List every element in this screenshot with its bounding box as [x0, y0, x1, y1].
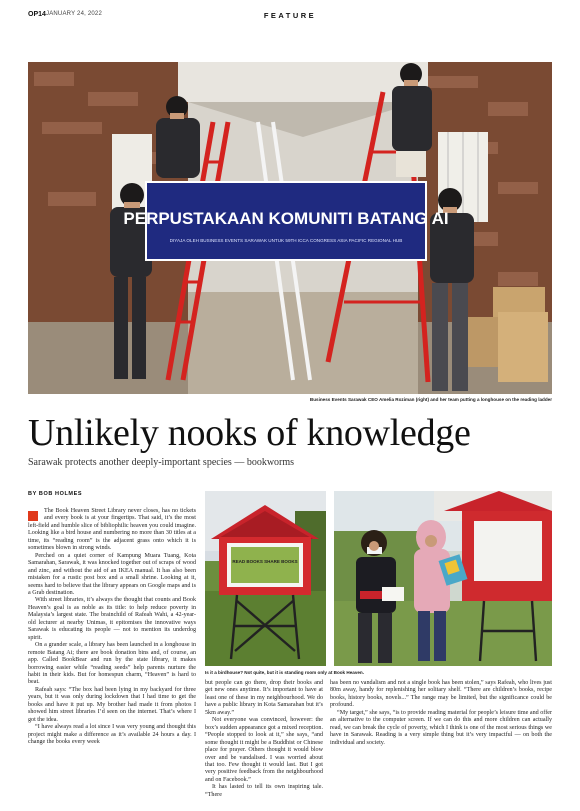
byline: BY BOB HOLMES: [28, 491, 83, 497]
paragraph: Not everyone was convinced, however: the box’s sudden appearance got a mixed reception. “People stopped to look at it,” she says, “and some thought it might be a Buddhist or Chinese place for prayer. Others thought it would blow over and be vandalised. I was worried about that too. Few thought it would last. But I got very positive feedback from the neighbourhood and on Facebook.”: [205, 717, 323, 783]
hero-photo: [28, 62, 552, 394]
standfirst: Sarawak protects another deeply-important species — bookworms: [28, 457, 295, 468]
paragraph: [28, 508, 196, 553]
paragraph: has been no vandalism and not a single book has been stolen,” says Rafeah, who lives just 80m away, handy for replenishing her solitary shelf. “There are children’s books, recipe books, history books, novels...” The range may be limited, but the significance could be profound.: [330, 680, 552, 709]
street-library-photo: [205, 491, 326, 666]
children-reading-illustration: [334, 491, 552, 666]
section-label: FEATURE: [263, 11, 317, 20]
box-sign: READ BOOKS SHARE BOOKS: [232, 559, 298, 564]
article-column-3: [330, 680, 552, 747]
children-reading-photo: [334, 491, 552, 666]
article-column-1: [28, 508, 196, 747]
paragraph: “I have always read a lot since I was very young and thought this project might make a difference as it’s available 24 hours a day. I change the books every week: [28, 724, 196, 746]
street-library-illustration: [205, 491, 326, 666]
paragraph: On a grander scale, a library has been launched in a longhouse in remote Batang Ai; there are book donation bins and, of course, an app. Called BookBear and run by the state library, it makes borrowing easier while “reading seeds” help parents nurture the habit in their kids. But for homespun charm, “Heaven” is hard to beat.: [28, 642, 196, 686]
hero-illustration: [28, 62, 552, 394]
issue-date: JANUARY 24, 2022: [46, 11, 103, 17]
paragraph-text: The Book Heaven Street Library never closes, has no tickets and every book is at your fingertips. That said, it’s the most left-field and humble slice of bibliophilic heaven you could imagine. Looking like a bird house and numbering no more than 30 titles at a time, its “reading room” is the adjacent grass onto which it is sometimes blown in strong winds.: [28, 508, 196, 552]
headline: Unlikely nooks of knowledge: [28, 412, 471, 454]
paragraph: It has lasted to tell its own inspiring tale. “There: [205, 784, 323, 798]
paragraph: With street libraries, it’s always the thought that counts and Book Heaven’s goal is as noble as its title: to help reduce poverty in Malaysia’s largest state. The brainchild of Rafeah Wahi, a 42-year-old lecturer at nearby Unimas, it epitomises the innovative ways Sarawak is educating its people — not to mention its underdog spirit.: [28, 597, 196, 641]
photo-caption: Is it a birdhouse? Not quite, but it is standing room only at Book Heaven.: [205, 670, 365, 675]
page-header: [28, 11, 552, 25]
drop-cap: [28, 511, 38, 521]
paragraph: but people can go there, drop their books and get new ones anytime. It’s important to have at least one of these in my neighbourhood. We do have a public library in Kota Samarahan but it’s 5km away.”: [205, 680, 323, 716]
paragraph: “My target,” she says, “is to provide reading material for people’s leisure time and offer an alternative to the computer screen. If we can do this and more children can actually read, we can break the cycle of poverty, which I think is one of the most serious things we have in Sarawak. Reading is a very simple thing but it’s very impactful — on both the individual and society.: [330, 709, 552, 746]
page-number: OP14: [28, 11, 46, 18]
sign-title: PERPUSTAKAAN KOMUNITI BATANG AI: [123, 209, 449, 228]
sign-subtitle: DIYAJA OLEH BUSINESS EVENTS SARAWAK UNTUK 59TH ICCA CONGRESS ASIA PACIFIC REGIONAL HUB: [169, 238, 403, 243]
hero-caption: Business Events Sarawak CEO Amelia Roziman (right) and her team putting a longhouse on the reading ladder: [309, 397, 552, 402]
paragraph: Perched on a quiet corner of Kampung Muara Tuang, Kota Samarahan, Sarawak, it was knocked together out of scraps of wood and zinc, and without the aid of an IKEA manual. It has also been mistaken for a rustic post box and a small shrine. Looking at it, seems hard to believe that the library appears on Google maps and is a Grab destination.: [28, 552, 196, 596]
article-column-2: [205, 680, 323, 799]
paragraph: Rafeah says: “The box had been lying in my backyard for three years, but it was only during lockdown that I had time to get the books and have it put up. My brother had made it from photos I showed him street libraries I’d seen on the internet. That’s where I got the idea.: [28, 686, 196, 723]
